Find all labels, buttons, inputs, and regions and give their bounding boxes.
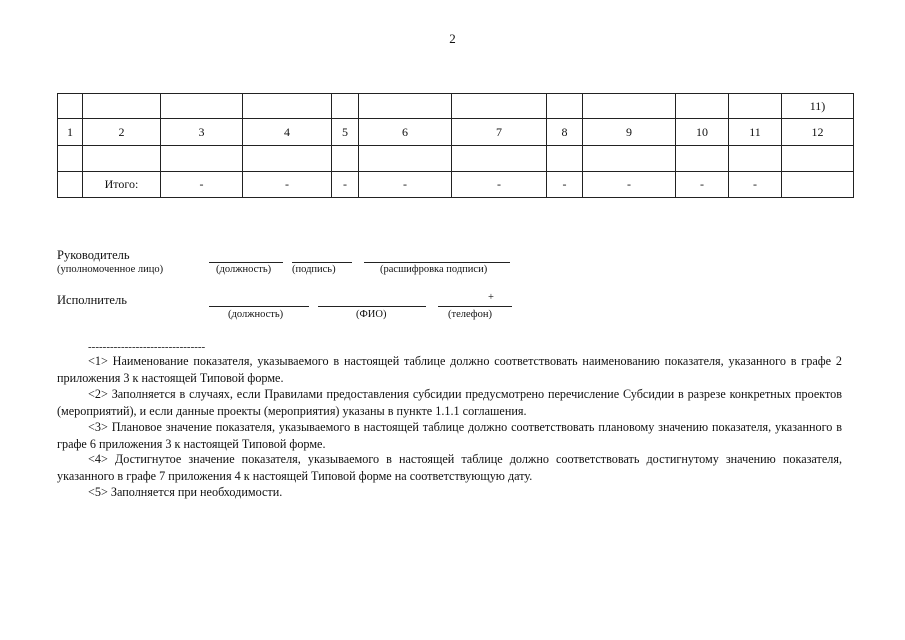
table-row	[58, 94, 854, 119]
table-cell	[452, 146, 547, 172]
executor-name-caption: (ФИО)	[356, 309, 387, 320]
column-number-cell: 6	[359, 119, 452, 146]
head-signature-line	[292, 262, 352, 263]
total-cell: -	[547, 172, 583, 198]
total-label: Итого:	[83, 172, 161, 198]
table-cell	[359, 146, 452, 172]
column-number-cell: 12	[782, 119, 854, 146]
head-position-caption: (должность)	[216, 264, 272, 275]
column-number-cell: 8	[547, 119, 583, 146]
table-cell	[161, 94, 243, 119]
executor-phone-caption: (телефон)	[448, 309, 492, 320]
column-number-cell: 5	[332, 119, 359, 146]
table-cell	[782, 146, 854, 172]
footnote-2: <2> Заполняется в случаях, если Правилами предоставления субсидии предусмотрено перечисление Субсидии в разрезе конкретных проектов (мероприятий), и если данные проекты (мероприятия) указаны в пункте 1.1.1 соглашения.	[57, 387, 842, 418]
head-decryption-caption: (расшифровка подписи)	[380, 264, 488, 275]
executor-position-line	[209, 306, 309, 307]
table-cell	[452, 94, 547, 119]
footnote-4: <4> Достигнутое значение показателя, указываемого в настоящей таблице должно соответствовать достигнутому значению показателя, указанного в графе 7 приложения 4 к настоящей Типовой форме на соответствующую дату.	[57, 452, 842, 483]
page-number: 2	[449, 31, 456, 46]
head-position-line	[209, 262, 283, 263]
total-cell: -	[729, 172, 782, 198]
table-cell	[676, 146, 729, 172]
table-cell	[243, 94, 332, 119]
column-number-cell: 3	[161, 119, 243, 146]
table-cell	[583, 94, 676, 119]
head-decryption-line	[364, 262, 510, 263]
phone-plus: +	[488, 292, 494, 303]
column-number-cell: 7	[452, 119, 547, 146]
table-cell	[729, 146, 782, 172]
table-cell	[332, 146, 359, 172]
table-cell	[676, 94, 729, 119]
total-cell: -	[161, 172, 243, 198]
table-row	[58, 119, 854, 146]
footnote-3: <3> Плановое значение показателя, указываемого в настоящей таблице должно соответствовать плановому значению показателя, указанного в графе 6 приложения 3 к настоящей Типовой форме.	[57, 420, 842, 451]
column-number-cell: 9	[583, 119, 676, 146]
head-sublabel: (уполномоченное лицо)	[57, 264, 164, 275]
column-number-cell: 11	[729, 119, 782, 146]
total-cell: -	[243, 172, 332, 198]
total-row	[58, 172, 854, 198]
footnote-5: <5> Заполняется при необходимости.	[88, 485, 283, 499]
table-cell	[782, 172, 854, 198]
table-cell	[58, 172, 83, 198]
table-cell	[83, 146, 161, 172]
total-cell: -	[359, 172, 452, 198]
table-cell	[359, 94, 452, 119]
table-cell	[83, 94, 161, 119]
column-number-cell: 2	[83, 119, 161, 146]
table-cell	[729, 94, 782, 119]
total-cell: -	[332, 172, 359, 198]
table-cell	[583, 146, 676, 172]
column-number-cell: 10	[676, 119, 729, 146]
table-cell	[332, 94, 359, 119]
footnote-separator: --------------------------------	[88, 341, 206, 353]
executor-phone-line	[438, 306, 512, 307]
table-cell	[58, 146, 83, 172]
total-cell: -	[583, 172, 676, 198]
executor-position-caption: (должность)	[228, 309, 284, 320]
column-number-cell: 4	[243, 119, 332, 146]
head-label: Руководитель	[57, 248, 130, 262]
total-cell: -	[452, 172, 547, 198]
table-cell	[547, 146, 583, 172]
table-cell: 11)	[782, 94, 854, 119]
total-cell: -	[676, 172, 729, 198]
head-signature-caption: (подпись)	[292, 264, 336, 275]
table-cell	[547, 94, 583, 119]
table-cell	[243, 146, 332, 172]
table-cell	[58, 94, 83, 119]
footnote-1: <1> Наименование показателя, указываемого в настоящей таблице должно соответствовать наименованию показателя, указанного в графе 2 приложения 3 к настоящей Типовой форме.	[57, 354, 842, 385]
indicators-table	[57, 93, 854, 198]
executor-name-line	[318, 306, 426, 307]
table-cell	[161, 146, 243, 172]
table-row	[58, 146, 854, 172]
executor-label: Исполнитель	[57, 293, 127, 307]
column-number-cell: 1	[58, 119, 83, 146]
